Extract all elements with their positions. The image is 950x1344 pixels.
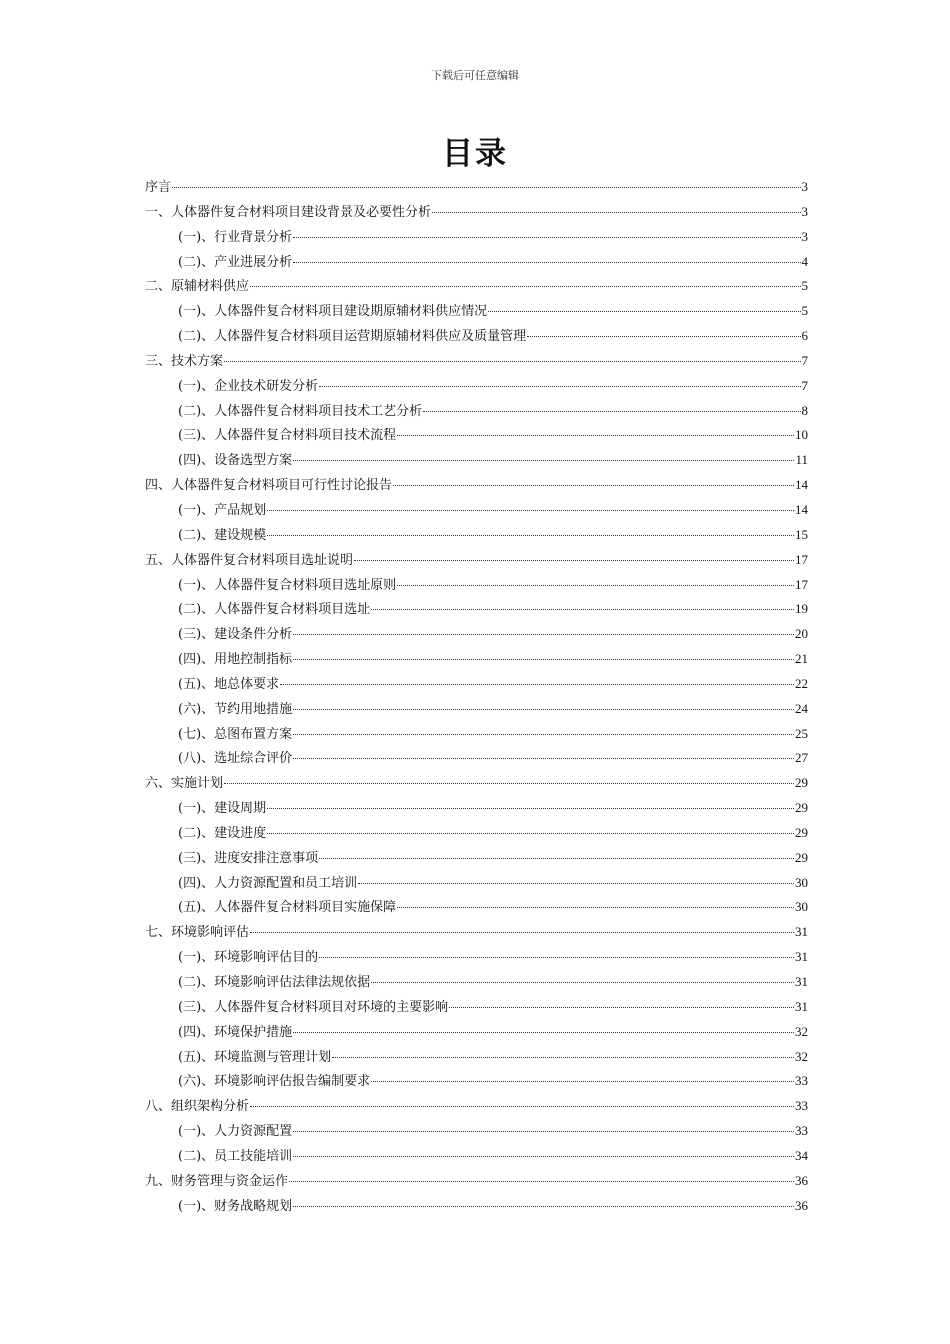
toc-entry[interactable] <box>145 871 808 896</box>
toc-entry[interactable] <box>145 846 808 871</box>
toc-entry-label: (一)、人力资源配置 <box>178 1124 293 1140</box>
table-of-contents <box>145 175 808 1218</box>
toc-entry-label: 九、财务管理与资金运作 <box>145 1173 289 1189</box>
toc-entry[interactable] <box>145 1069 808 1094</box>
toc-entry-page-number: 7 <box>801 352 808 368</box>
toc-entry-page-number: 25 <box>795 725 808 741</box>
toc-entry[interactable] <box>145 1094 808 1119</box>
toc-entry-label: (一)、行业背景分析 <box>178 229 293 245</box>
toc-entry-label: (五)、人体器件复合材料项目实施保障 <box>178 900 397 916</box>
toc-entry[interactable] <box>145 399 808 424</box>
toc-entry[interactable] <box>145 1169 808 1194</box>
dot-leader <box>172 187 800 188</box>
toc-entry-page-number: 36 <box>795 1172 808 1188</box>
toc-entry-page-number: 31 <box>795 998 808 1014</box>
dot-leader <box>293 460 794 461</box>
dot-leader <box>354 560 794 561</box>
toc-entry-label: 序言 <box>145 180 172 195</box>
toc-entry[interactable] <box>145 225 808 250</box>
toc-entry[interactable] <box>145 945 808 970</box>
toc-entry[interactable] <box>145 771 808 796</box>
toc-entry-page-number: 27 <box>795 750 808 766</box>
toc-entry-page-number: 36 <box>795 1197 808 1213</box>
dot-leader <box>250 286 800 287</box>
toc-entry-page-number: 7 <box>801 377 808 393</box>
toc-entry-label: 二、原辅材料供应 <box>145 279 250 295</box>
toc-entry-page-number: 32 <box>795 1048 808 1064</box>
toc-entry-page-number: 22 <box>795 675 808 691</box>
dot-leader <box>289 1181 794 1182</box>
header-note: 下载后可任意编辑 <box>431 69 519 82</box>
toc-entry-label: (一)、建设周期 <box>178 801 267 817</box>
dot-leader <box>393 485 794 486</box>
toc-entry-page-number: 29 <box>795 824 808 840</box>
toc-entry-label: (七)、总图布置方案 <box>178 726 293 742</box>
toc-entry[interactable] <box>145 250 808 275</box>
toc-entry-label: (三)、进度安排注意事项 <box>178 850 319 866</box>
toc-entry-page-number: 32 <box>795 1023 808 1039</box>
toc-entry[interactable] <box>145 746 808 771</box>
dot-leader <box>293 709 794 710</box>
toc-entry-label: (三)、人体器件复合材料项目对环境的主要影响 <box>178 999 449 1015</box>
toc-entry-label: (一)、环境影响评估目的 <box>178 950 319 966</box>
toc-entry-page-number: 4 <box>801 253 808 269</box>
dot-leader <box>319 957 794 958</box>
toc-entry-page-number: 29 <box>795 800 808 816</box>
toc-entry[interactable] <box>145 796 808 821</box>
toc-entry[interactable] <box>145 697 808 722</box>
dot-leader <box>332 1057 794 1058</box>
toc-entry[interactable] <box>145 970 808 995</box>
toc-entry[interactable] <box>145 895 808 920</box>
toc-entry-label: (二)、人体器件复合材料项目技术工艺分析 <box>178 403 423 419</box>
toc-entry[interactable] <box>145 1144 808 1169</box>
dot-leader <box>293 262 800 263</box>
dot-leader <box>423 411 800 412</box>
toc-entry[interactable] <box>145 920 808 945</box>
toc-entry-page-number: 5 <box>801 303 808 319</box>
toc-entry-page-number: 34 <box>795 1147 808 1163</box>
dot-leader <box>358 883 794 884</box>
dot-leader <box>293 659 794 660</box>
toc-entry-label: 七、环境影响评估 <box>145 925 250 941</box>
toc-entry[interactable] <box>145 1020 808 1045</box>
dot-leader <box>397 435 794 436</box>
toc-entry-label: 四、人体器件复合材料项目可行性讨论报告 <box>145 478 393 494</box>
toc-title: 目录 <box>442 136 508 172</box>
toc-entry[interactable] <box>145 423 808 448</box>
toc-entry[interactable] <box>145 1194 808 1219</box>
toc-entry-page-number: 17 <box>795 576 808 592</box>
dot-leader <box>250 1106 794 1107</box>
dot-leader <box>280 684 794 685</box>
toc-entry-page-number: 20 <box>795 626 808 642</box>
toc-entry-label: (四)、人力资源配置和员工培训 <box>178 875 358 891</box>
dot-leader <box>293 237 800 238</box>
toc-entry-label: (二)、人体器件复合材料项目选址 <box>178 602 371 618</box>
toc-entry[interactable] <box>145 821 808 846</box>
toc-entry-page-number: 14 <box>795 501 808 517</box>
toc-entry[interactable] <box>145 324 808 349</box>
toc-entry-label: (二)、环境影响评估法律法规依据 <box>178 975 371 990</box>
toc-entry-page-number: 14 <box>795 477 808 493</box>
toc-entry-label: (八)、选址综合评价 <box>178 751 293 767</box>
dot-leader <box>432 212 800 213</box>
toc-entry[interactable] <box>145 1119 808 1144</box>
toc-entry-label: 八、组织架构分析 <box>145 1099 250 1115</box>
toc-entry-page-number: 31 <box>795 949 808 965</box>
toc-entry[interactable] <box>145 349 808 374</box>
toc-entry-label: 三、技术方案 <box>145 353 224 369</box>
toc-entry[interactable] <box>145 523 808 548</box>
toc-entry[interactable] <box>145 299 808 324</box>
dot-leader <box>319 858 794 859</box>
dot-leader <box>488 311 800 312</box>
toc-entry-label: (二)、产业进展分析 <box>178 254 293 270</box>
toc-entry[interactable] <box>145 473 808 498</box>
dot-leader <box>224 361 800 362</box>
toc-entry-label: (五)、地总体要求 <box>178 676 280 692</box>
toc-entry-label: (四)、环境保护措施 <box>178 1024 293 1040</box>
toc-entry-label: (三)、建设条件分析 <box>178 627 293 643</box>
toc-entry-page-number: 30 <box>795 874 808 890</box>
toc-entry[interactable] <box>145 548 808 573</box>
dot-leader <box>319 386 800 387</box>
dot-leader <box>293 758 794 759</box>
toc-entry-page-number: 17 <box>795 551 808 567</box>
toc-entry-label: (一)、产品规划 <box>178 502 267 518</box>
toc-entry-label: (二)、建设进度 <box>178 825 267 841</box>
dot-leader <box>293 1131 794 1132</box>
dot-leader <box>293 1032 794 1033</box>
dot-leader <box>371 982 794 983</box>
toc-entry[interactable] <box>145 597 808 622</box>
toc-entry-label: (二)、人体器件复合材料项目运营期原辅材料供应及质量管理 <box>178 329 527 345</box>
toc-entry-label: (四)、用地控制指标 <box>178 652 293 668</box>
toc-entry-page-number: 21 <box>795 651 808 667</box>
dot-leader <box>371 609 794 610</box>
dot-leader <box>527 336 800 337</box>
toc-entry-page-number: 33 <box>795 1073 808 1089</box>
dot-leader <box>397 907 794 908</box>
toc-entry-page-number: 29 <box>795 849 808 865</box>
toc-entry-page-number: 19 <box>795 601 808 617</box>
dot-leader <box>293 1156 794 1157</box>
toc-entry-label: (一)、人体器件复合材料项目建设期原辅材料供应情况 <box>178 304 488 320</box>
toc-entry-page-number: 8 <box>801 402 808 418</box>
toc-entry[interactable] <box>145 175 808 200</box>
toc-entry-label: (一)、企业技术研发分析 <box>178 378 319 394</box>
toc-entry-page-number: 10 <box>795 427 808 443</box>
dot-leader <box>267 808 794 809</box>
toc-entry-page-number: 3 <box>801 179 808 194</box>
dot-leader <box>293 734 794 735</box>
toc-entry-label: 一、人体器件复合材料项目建设背景及必要性分析 <box>145 204 432 220</box>
toc-entry-page-number: 5 <box>801 278 808 294</box>
toc-entry-page-number: 30 <box>795 899 808 915</box>
toc-entry[interactable] <box>145 274 808 299</box>
toc-entry-label: (一)、财务战略规划 <box>178 1198 293 1214</box>
toc-entry-label: (四)、设备选型方案 <box>178 453 293 469</box>
dot-leader <box>267 535 794 536</box>
toc-entry-label: (一)、人体器件复合材料项目选址原则 <box>178 577 397 593</box>
toc-entry-page-number: 15 <box>795 526 808 542</box>
toc-entry[interactable] <box>145 1045 808 1070</box>
toc-entry-page-number: 31 <box>795 924 808 940</box>
toc-entry[interactable] <box>145 448 808 473</box>
toc-entry[interactable] <box>145 498 808 523</box>
toc-entry-label: (二)、员工技能培训 <box>178 1148 293 1164</box>
toc-entry[interactable] <box>145 622 808 647</box>
toc-entry-page-number: 3 <box>801 203 808 219</box>
toc-entry[interactable] <box>145 647 808 672</box>
toc-entry[interactable] <box>145 573 808 598</box>
toc-entry[interactable] <box>145 995 808 1020</box>
toc-entry-label: (五)、环境监测与管理计划 <box>178 1049 332 1065</box>
toc-entry[interactable] <box>145 672 808 697</box>
dot-leader <box>449 1007 794 1008</box>
toc-entry-page-number: 33 <box>795 1098 808 1114</box>
dot-leader <box>267 833 794 834</box>
toc-entry-page-number: 24 <box>795 700 808 716</box>
dot-leader <box>293 1206 794 1207</box>
toc-entry-page-number: 33 <box>795 1123 808 1139</box>
dot-leader <box>293 634 794 635</box>
toc-entry-page-number: 11 <box>795 452 808 468</box>
toc-entry-label: (六)、环境影响评估报告编制要求 <box>178 1074 371 1090</box>
toc-entry[interactable] <box>145 200 808 225</box>
toc-entry-page-number: 3 <box>801 228 808 244</box>
toc-entry-label: (六)、节约用地措施 <box>178 701 293 717</box>
toc-entry-page-number: 31 <box>795 974 808 989</box>
toc-entry-label: (二)、建设规模 <box>178 527 267 543</box>
dot-leader <box>224 783 794 784</box>
dot-leader <box>371 1081 794 1082</box>
dot-leader <box>397 585 794 586</box>
toc-entry-page-number: 6 <box>801 328 808 344</box>
toc-entry[interactable] <box>145 722 808 747</box>
toc-entry-label: 五、人体器件复合材料项目选址说明 <box>145 552 354 568</box>
toc-entry[interactable] <box>145 374 808 399</box>
dot-leader <box>250 932 794 933</box>
toc-entry-label: (三)、人体器件复合材料项目技术流程 <box>178 428 397 444</box>
toc-entry-label: 六、实施计划 <box>145 776 224 792</box>
dot-leader <box>267 510 794 511</box>
toc-entry-page-number: 29 <box>795 775 808 791</box>
